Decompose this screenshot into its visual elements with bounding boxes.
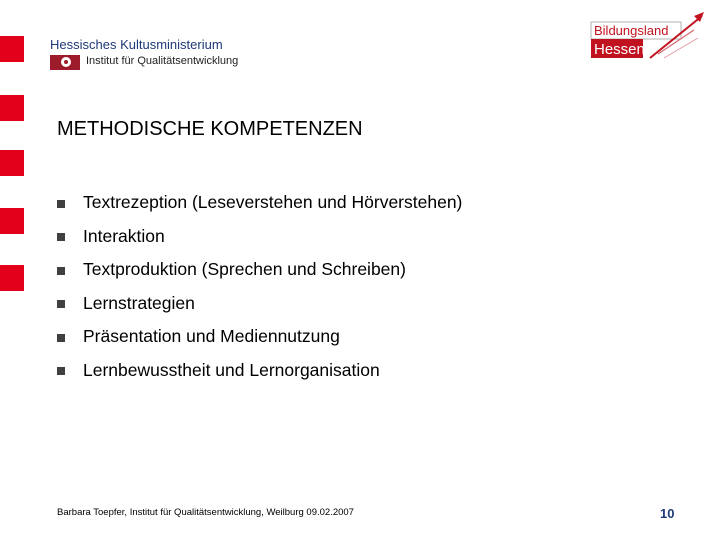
list-item: [57, 320, 462, 354]
list-item-text: Präsentation und Mediennutzung: [83, 326, 340, 347]
decor-red-square: [0, 208, 24, 234]
list-item: [57, 253, 462, 287]
logo-line1: Bildungsland: [594, 23, 669, 38]
square-bullet-icon: [57, 233, 65, 241]
competence-list: [57, 186, 462, 387]
page-number: 10: [660, 506, 675, 521]
decor-red-square: [0, 150, 24, 176]
ministry-name: Hessisches Kultusministerium: [50, 37, 223, 52]
square-bullet-icon: [57, 367, 65, 375]
list-item: [57, 354, 462, 388]
square-bullet-icon: [57, 334, 65, 342]
institute-name: Institut für Qualitätsentwicklung: [86, 55, 239, 67]
list-item-text: Interaktion: [83, 225, 165, 246]
list-item: [57, 220, 462, 254]
list-item: [57, 287, 462, 321]
list-item: [57, 186, 462, 220]
logo-line2: Hessen: [594, 41, 645, 58]
decor-red-square: [0, 265, 24, 291]
list-item-text: Lernbewusstheit und Lernorganisation: [83, 359, 380, 380]
list-item-text: Textproduktion (Sprechen und Schreiben): [83, 259, 406, 280]
page-title: METHODISCHE KOMPETENZEN: [57, 118, 363, 140]
decor-red-square: [0, 36, 24, 62]
square-bullet-icon: [57, 200, 65, 208]
footer-credit: Barbara Toepfer, Institut für Qualitätsentwicklung, Weilburg 09.02.2007: [57, 507, 354, 518]
decor-red-square: [0, 95, 24, 121]
list-item-text: Lernstrategien: [83, 292, 195, 313]
list-item-text: Textrezeption (Leseverstehen und Hörverstehen): [83, 192, 463, 213]
square-bullet-icon: [57, 267, 65, 275]
bildungsland-hessen-logo: [590, 8, 708, 68]
square-bullet-icon: [57, 300, 65, 308]
iq-logo-icon: [50, 55, 80, 70]
